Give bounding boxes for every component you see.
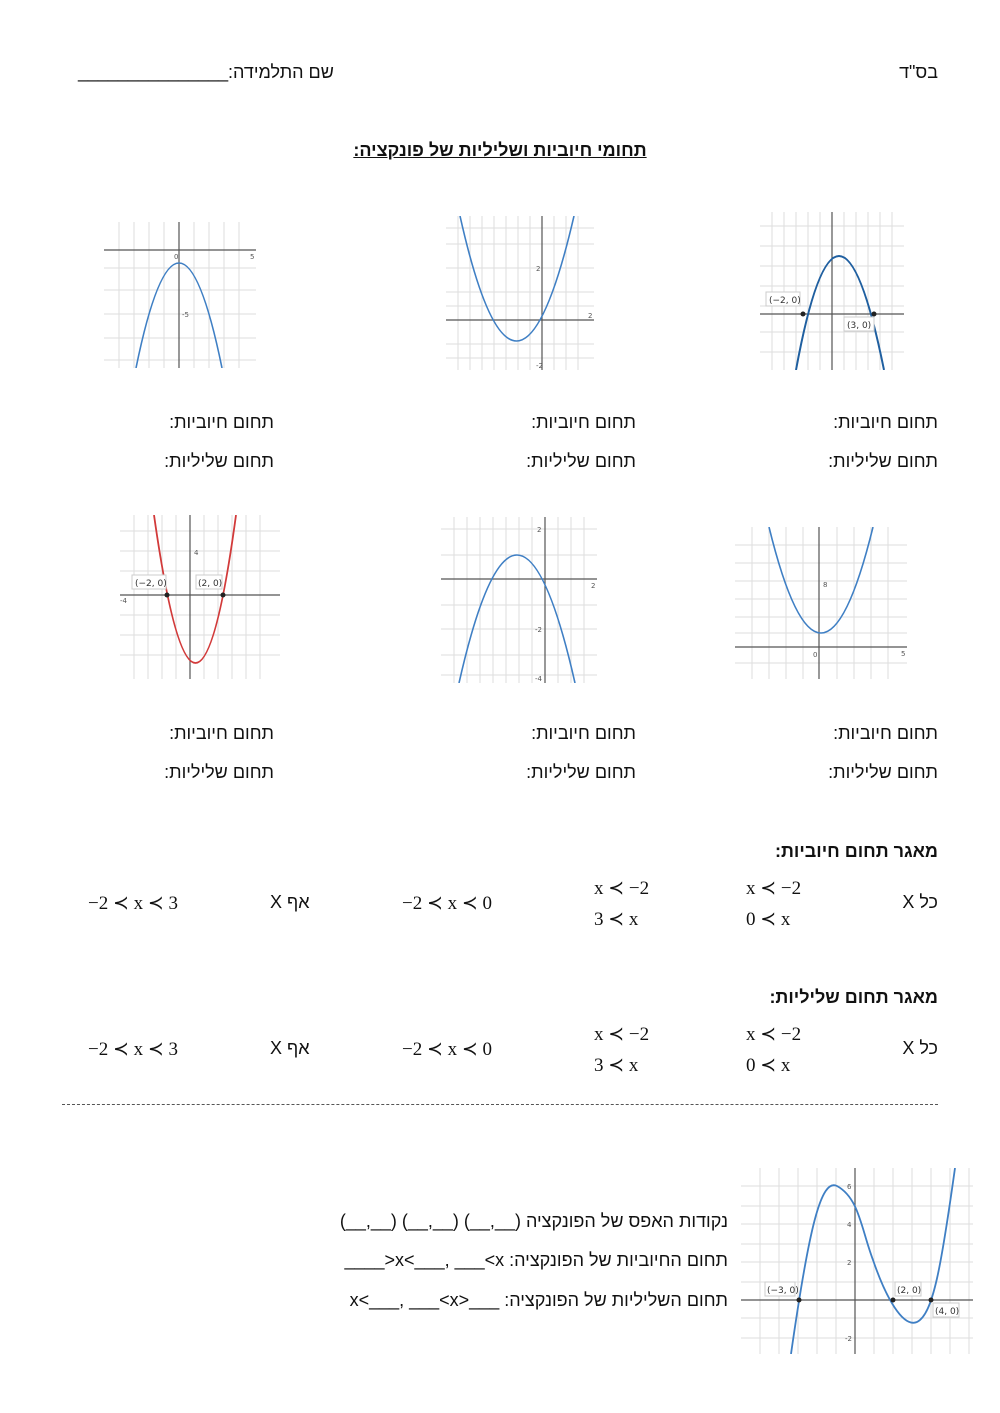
row1-right-negative-label: תחום שליליות: xyxy=(828,451,938,471)
graph-7-point-4: (4, 0) xyxy=(935,1307,960,1317)
graph-2-tick-bottom: -2 xyxy=(536,362,543,370)
zeros-question[interactable]: נקודות האפס של הפונקציה (__,__) (__,__) (__,__) xyxy=(339,1211,728,1231)
positive-bank-title: מאגר תחום חיוביות: xyxy=(774,841,938,861)
positive-bank-option-c[interactable]: −2 ≺ x ≺ 0 xyxy=(402,893,493,914)
graph-7-tick-minus2: -2 xyxy=(845,1335,852,1343)
dashed-divider xyxy=(62,1104,938,1105)
row1-left-positive-label: תחום חיוביות: xyxy=(169,412,274,432)
graph-7-point-minus3: (−3, 0) xyxy=(767,1286,799,1296)
student-name-blank[interactable]: _______________ xyxy=(78,62,229,82)
graph-5-parabola-down xyxy=(441,517,597,683)
graph-5-tick-minus4: -4 xyxy=(535,675,542,683)
graph-6-parabola-red xyxy=(120,515,280,679)
negative-range-question[interactable]: תחום השליליות של הפונקציה: ___<x<___, ___<x xyxy=(349,1290,728,1310)
negative-bank-title: מאגר תחום שליליות: xyxy=(769,987,938,1007)
row2-right-positive-label: תחום חיוביות: xyxy=(833,723,938,743)
graph-6-point-right: (2, 0) xyxy=(198,579,223,589)
positive-bank-option-d[interactable]: −2 ≺ x ≺ 3 xyxy=(88,893,179,914)
header-bsd: בס"ד xyxy=(899,62,938,82)
negative-bank-option-a-line1[interactable]: x ≺ −2 xyxy=(746,1024,802,1045)
positive-bank-option-b-line1[interactable]: x ≺ −2 xyxy=(594,878,650,899)
row1-left-negative-label: תחום שליליות: xyxy=(164,451,274,471)
graph-6-point-left: (−2, 0) xyxy=(135,579,167,589)
graph-2-tick-right: 2 xyxy=(588,312,593,320)
row2-middle-negative-label: תחום שליליות: xyxy=(526,762,636,782)
graph-7-tick-2: 2 xyxy=(847,1259,852,1267)
graph-4-tick-y: 8 xyxy=(823,581,828,589)
graph-7-point-2: (2, 0) xyxy=(897,1286,922,1296)
graph-4-tick-origin: 0 xyxy=(813,651,818,659)
graph-3-tick-y: -5 xyxy=(182,311,189,319)
graph-1-parabola-down xyxy=(760,212,904,370)
graph-1-point-left: (−2, 0) xyxy=(769,296,801,306)
positive-bank-no-x[interactable]: אף X xyxy=(270,892,310,912)
negative-bank-option-b-line2[interactable]: 3 ≺ x xyxy=(594,1055,639,1076)
graph-7-tick-6: 6 xyxy=(847,1183,852,1191)
graph-6-tick-left: -4 xyxy=(120,597,127,605)
negative-bank-option-a-line2[interactable]: 0 ≺ x xyxy=(746,1055,791,1076)
negative-bank-no-x[interactable]: אף X xyxy=(270,1038,310,1058)
row1-middle-negative-label: תחום שליליות: xyxy=(526,451,636,471)
row2-right-negative-label: תחום שליליות: xyxy=(828,762,938,782)
row2-left-negative-label: תחום שליליות: xyxy=(164,762,274,782)
positive-range-question[interactable]: תחום החיוביות של הפונקציה: x<___, ___<x<____ xyxy=(344,1250,728,1270)
row1-right-positive-label: תחום חיוביות: xyxy=(833,412,938,432)
graph-2-tick-top: 2 xyxy=(536,265,541,273)
graph-3-tick-origin: 0 xyxy=(174,253,179,261)
graph-5-tick-right: 2 xyxy=(591,582,596,590)
student-name-label: שם התלמידה: xyxy=(228,62,334,82)
graph-4-tick-right: 5 xyxy=(901,650,906,658)
graph-4-parabola-up xyxy=(735,527,907,679)
row2-middle-positive-label: תחום חיוביות: xyxy=(531,723,636,743)
row1-middle-positive-label: תחום חיוביות: xyxy=(531,412,636,432)
graph-7-tick-4: 4 xyxy=(847,1221,852,1229)
negative-bank-all-x[interactable]: כל X xyxy=(902,1038,938,1058)
negative-bank-option-c[interactable]: −2 ≺ x ≺ 0 xyxy=(402,1039,493,1060)
negative-bank-option-b-line1[interactable]: x ≺ −2 xyxy=(594,1024,650,1045)
graph-7-cubic xyxy=(741,1168,973,1354)
page-title: תחומי חיוביות ושליליות של פונקציה: xyxy=(353,140,647,160)
graph-3-tick-right: 5 xyxy=(250,253,255,261)
row2-left-positive-label: תחום חיוביות: xyxy=(169,723,274,743)
negative-bank-option-d[interactable]: −2 ≺ x ≺ 3 xyxy=(88,1039,179,1060)
graph-5-tick-minus2: -2 xyxy=(535,626,542,634)
positive-bank-option-b-line2[interactable]: 3 ≺ x xyxy=(594,909,639,930)
positive-bank-all-x[interactable]: כל X xyxy=(902,892,938,912)
graph-6-tick-top: 4 xyxy=(194,549,199,557)
positive-bank-option-a-line2[interactable]: 0 ≺ x xyxy=(746,909,791,930)
graph-3-parabola-down xyxy=(104,222,256,368)
graph-5-tick-2: 2 xyxy=(537,526,542,534)
positive-bank-option-a-line1[interactable]: x ≺ −2 xyxy=(746,878,802,899)
graph-2-parabola-up xyxy=(446,216,594,370)
graph-1-point-right: (3, 0) xyxy=(847,321,872,331)
